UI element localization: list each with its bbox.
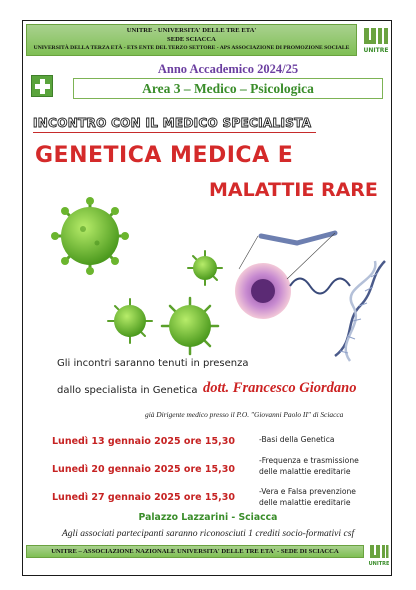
venue: Palazzo Lazzarini - Sciacca [138,512,278,523]
schedule-topic-3 [259,487,356,508]
medical-cross-icon [31,75,53,97]
header-band [26,24,357,56]
header-line-3: UNIVERSITÀ DELLA TERZA ETÀ - ETS ENTE DEL TERZO SETTORE - APS ASSOCIAZIONE DI PROMOZIONE SOCIALE [33,45,350,51]
dna-helix-icon [335,261,385,361]
topic-2-line-1: -Frequenza e trasmissione [259,456,359,465]
schedule-topic-2 [259,456,359,477]
footer-band: UNITRE – ASSOCIAZIONE NAZIONALE UNIVERSITA' DELLE TRE ETA' - SEDE DI SCIACCA [26,545,364,558]
doctor-name: dott. Francesco Giordano [203,380,357,396]
info-line-2: dallo specialista in Genetica [57,385,198,396]
area-title: Area 3 – Medico – Psicologica [73,78,383,99]
title-line-2: MALATTIE RARE [209,179,378,201]
topic-3-line-2: delle malattie ereditarie [259,497,351,507]
virus-small-icon [188,251,222,285]
subtitle-underline [33,132,316,133]
schedule-topic-1 [259,435,335,446]
title-line-1: GENETICA MEDICA E [35,143,294,168]
chromosome-icon [261,233,335,243]
unitre-logo [363,26,389,56]
doctor-role: già Dirigente medico presso il P.O. "Giovanni Paolo II" di Sciacca [145,410,344,419]
header-line-2: SEDE SCIACCA [167,36,216,43]
unitre-logo-small [369,544,389,568]
logo-text: UNITRE [363,47,389,54]
illustration [35,191,392,366]
meeting-subtitle: INCONTRO CON IL MEDICO SPECIALISTA [33,116,312,130]
dna-coil-icon [290,279,350,294]
schedule-date-3: Lunedì 27 gennaio 2025 ore 15,30 [52,492,235,503]
schedule-date-2: Lunedì 20 gennaio 2025 ore 15,30 [52,464,235,475]
virus-medium-left-icon [108,299,152,343]
virus-large-icon [51,197,129,275]
flyer [22,20,392,576]
topic-2-line-2: delle malattie ereditarie [259,466,351,476]
header-line-1: UNITRE - UNIVERSITA' DELLE TRE ETA' [126,27,257,34]
virus-medium-right-icon [162,298,218,354]
cell-icon [235,263,291,319]
schedule-date-1: Lunedì 13 gennaio 2025 ore 15,30 [52,436,235,447]
academic-year: Anno Accademico 2024/25 [157,62,299,76]
info-line-1: Gli incontri saranno tenuti in presenza [57,358,249,369]
credits-note: Agli associati partecipanti saranno riconosciuti 1 crediti socio-formativi csf [61,528,355,539]
topic-3-line-1: -Vera e Falsa prevenzione [259,487,356,496]
logo-small-text: UNITRE [369,561,389,567]
topic-1-line-1: -Basi della Genetica [259,435,335,444]
